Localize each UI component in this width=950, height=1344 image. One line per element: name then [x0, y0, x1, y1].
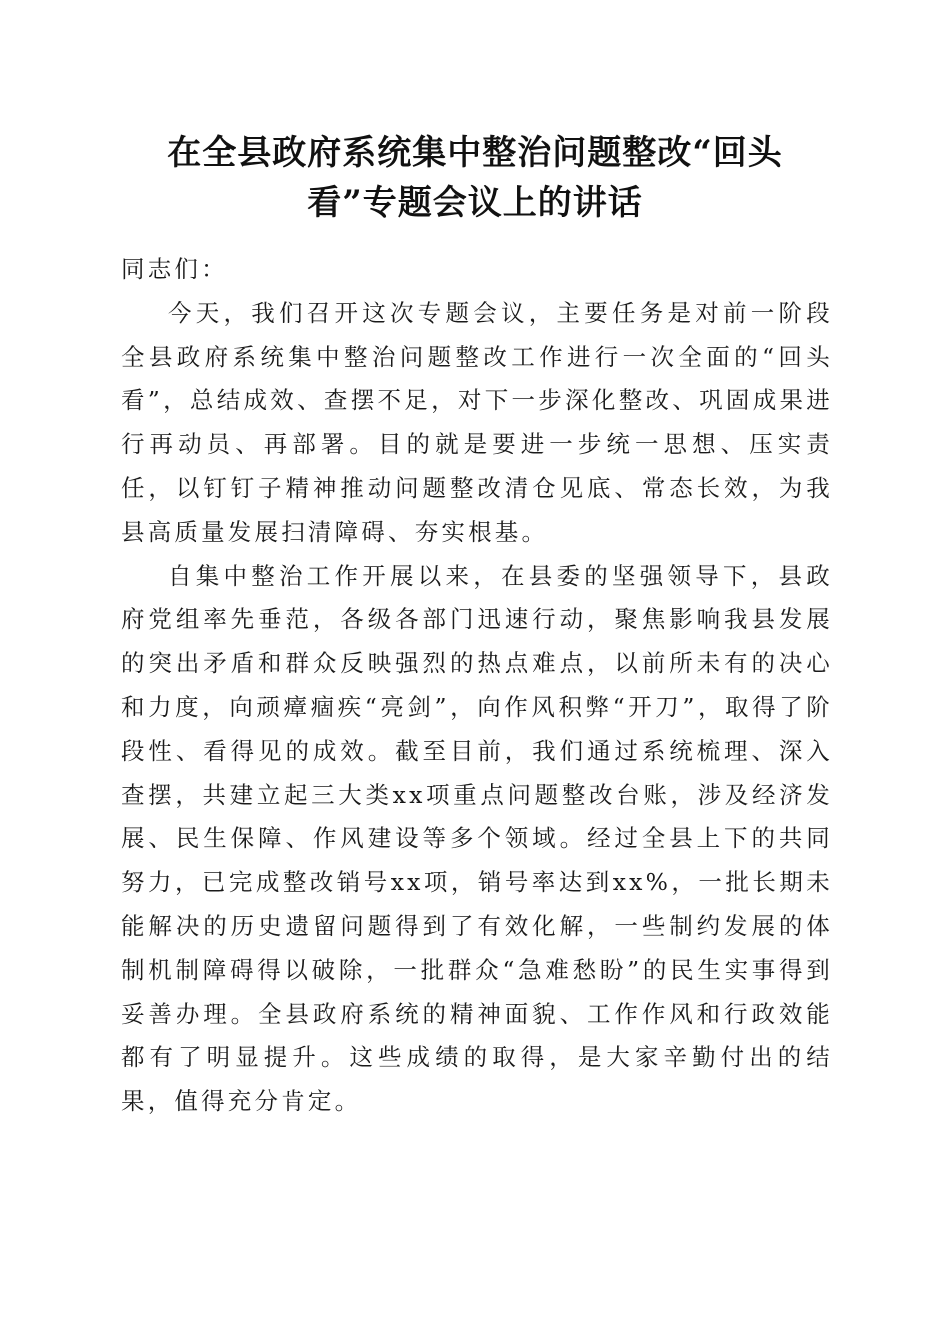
paragraph-2: 自集中整治工作开展以来，在县委的坚强领导下，县政府党组率先垂范，各级各部门迅速行动，聚焦影响我县发展的突出矛盾和群众反映强烈的热点难点，以前所未有的决心和力度，向顽瘴痼疾“亮剑”，向作风积弊“开刀”，取得了阶段性、看得见的成效。截至目前，我们通过系统梳理、深入查摆，共建立起三大类xx项重点问题整改台账，涉及经济发展、民生保障、作风建设等多个领域。经过全县上下的共同努力，已完成整改销号xx项，销号率达到xx%，一批长期未能解决的历史遗留问题得到了有效化解，一些制约发展的体制机制障碍得以破除，一批群众“急难愁盼”的民生实事得到妥善办理。全县政府系统的精神面貌、工作作风和行政效能都有了明显提升。这些成绩的取得，是大家辛勤付出的结果，值得充分肯定。 [121, 561, 833, 1116]
title-line-2: 看”专题会议上的讲话 [307, 183, 643, 223]
document-title [120, 128, 830, 228]
document-body [121, 248, 833, 1124]
title-line-1: 在全县政府系统集中整治问题整改“回头 [167, 133, 783, 173]
paragraph-1: 今天，我们召开这次专题会议，主要任务是对前一阶段全县政府系统集中整治问题整改工作进行一次全面的“回头看”，总结成效、查摆不足，对下一步深化整改、巩固成果进行再动员、再部署。目的就是要进一步统一思想、压实责任，以钉钉子精神推动问题整改清仓见底、常态长效，为我县高质量发展扫清障碍、夯实根基。 [121, 298, 833, 546]
salutation: 同志们： [121, 255, 228, 283]
